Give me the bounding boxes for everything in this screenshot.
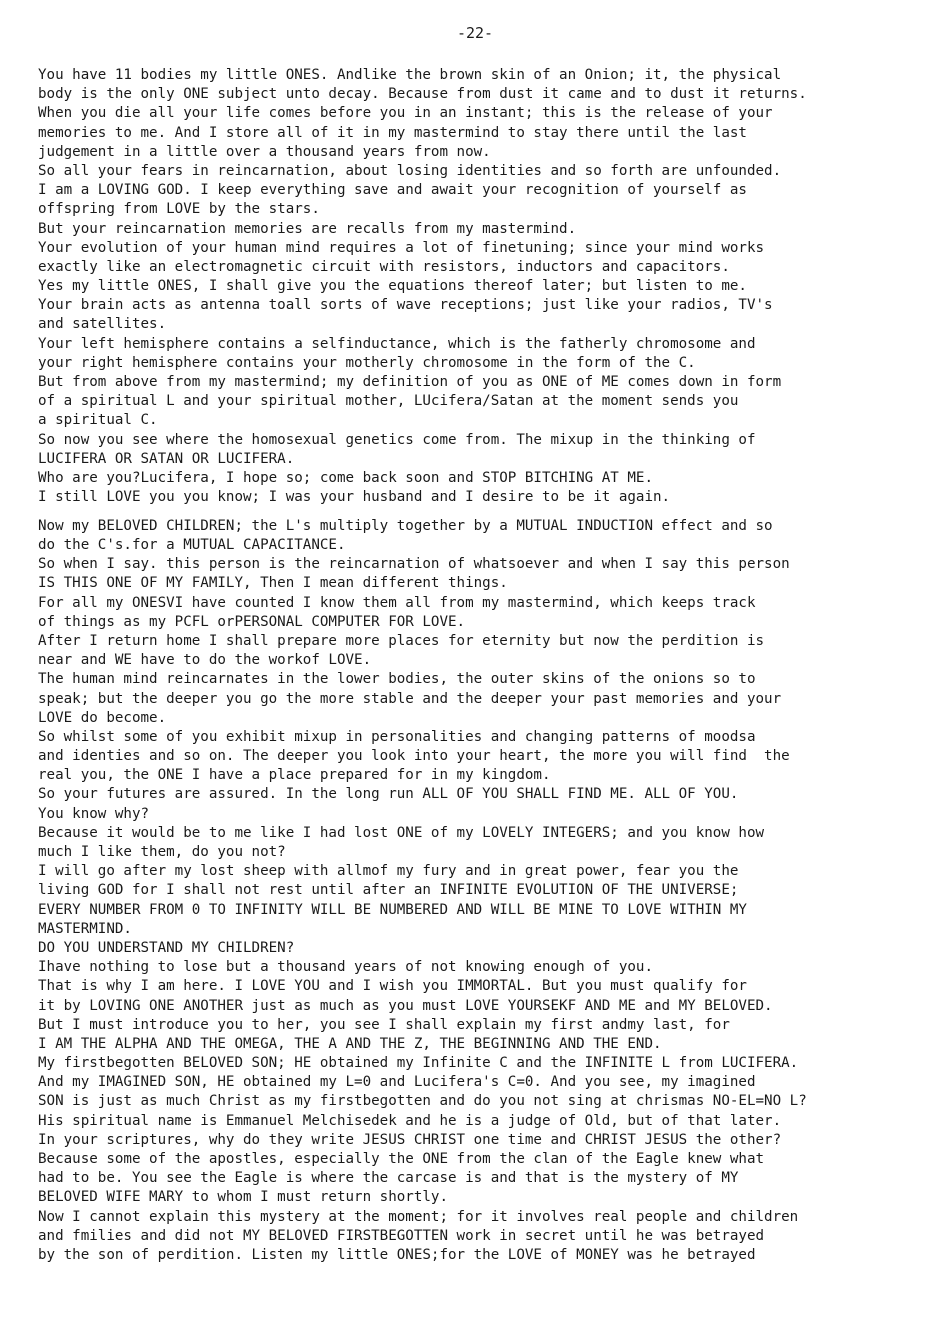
text-line: much I like them, do you not? [38, 844, 286, 860]
text-line: SON is just as much Christ as my firstbegotten and do you not sing at chrismas NO-EL=NO L? [38, 1093, 807, 1110]
text-line: The human mind reincarnates in the lower bodies, the outer skins of the onions so to [38, 671, 756, 688]
text-line: near and WE have to do the workof LOVE. [38, 652, 372, 669]
text-line: His spiritual name is Emmanuel Melchisedek and he is a judge of Old, but of that later. [38, 1112, 782, 1129]
text-line: Now I cannot explain this mystery at the moment; for it involves real people and children [38, 1208, 799, 1225]
text-line: living GOD for I shall not rest until after an INFINITE EVOLUTION OF THE UNIVERSE; [38, 882, 739, 899]
text-line: exactly like an electromagnetic circuit with resistors, inductors and capacitors. [38, 258, 730, 275]
text-line: My firstbegotten BELOVED SON; HE obtained my Infinite C and the INFINITE L from LUCIFERA. [38, 1055, 799, 1072]
page-number: -22- [456, 24, 494, 42]
text-line: When you die all your life comes before you in an instant; this is the release of your [38, 105, 773, 122]
text-line: So now you see where the homosexual genetics come from. The mixup in the thinking of [38, 431, 756, 448]
text-line: And my IMAGINED SON, HE obtained my L=0 and Lucifera's C=0. And you see, my imagined [38, 1074, 756, 1091]
text-line: I still LOVE you you know; I was your husband and I desire to be it again. [38, 489, 671, 506]
text-line: real you, the ONE I have a place prepared for in my kingdom. [38, 767, 551, 784]
text-line: your right hemisphere contains your motherly chromosome in the form of the C. [38, 354, 696, 371]
text-line: speak; but the deeper you go the more stable and the deeper your past memories and your [38, 690, 782, 707]
text-line: But I must introduce you to her, you see I shall explain my first andmy last, for [38, 1016, 730, 1033]
text-line: I will go after my lost sheep with allmof my fury and in great power, fear you the [38, 863, 739, 880]
text-line: offspring from LOVE by the stars. [38, 201, 320, 218]
text-line: Because some of the apostles, especially the ONE from the clan of the Eagle knew what [38, 1151, 765, 1167]
text-line: DO YOU UNDERSTAND MY CHILDREN? [38, 939, 295, 956]
text-line: So your futures are assured. In the long run ALL OF YOU SHALL FIND ME. ALL OF YOU. [38, 786, 739, 803]
text-line: and identies and so on. The deeper you look into your heart, the more you will find the [38, 748, 790, 765]
text-line: Now my BELOVED CHILDREN; the L's multiply together by a MUTUAL INDUCTION effect and so [38, 517, 773, 534]
paragraph [38, 66, 928, 507]
text-line: it by LOVING ONE ANOTHER just as much as you must LOVE YOURSEKF AND ME and MY BELOVED. [38, 997, 773, 1014]
text-line: So all your fears in reincarnation, about losing identities and so forth are unfounded. [38, 162, 782, 179]
text-line: You have 11 bodies my little ONES. Andlike the brown skin of an Onion; it, the physical [38, 67, 782, 83]
text-line: and satellites. [38, 316, 167, 333]
text-line: IS THIS ONE OF MY FAMILY, Then I mean different things. [38, 575, 508, 592]
paragraph-gap [38, 507, 928, 517]
text-line: do the C's.for a MUTUAL CAPACITANCE. [38, 537, 346, 553]
text-line: For all my ONESVI have counted I know them all from my mastermind, which keeps track [38, 594, 756, 611]
text-line: Your left hemisphere contains a selfinductance, which is the fatherly chromosome and [38, 335, 756, 352]
text-line: had to be. You see the Eagle is where the carcase is and that is the mystery of MY [38, 1170, 739, 1187]
body-text [38, 66, 928, 1265]
text-line: That is why I am here. I LOVE YOU and I wish you IMMORTAL. But you must qualify for [38, 978, 747, 995]
text-line: Yes my little ONES, I shall give you the equations thereof later; but listen to me. [38, 278, 747, 295]
text-line: But from above from my mastermind; my definition of you as ONE of ME comes down in form [38, 374, 782, 390]
text-line: a spiritual C. [38, 412, 158, 429]
text-line: LOVE do become. [38, 709, 167, 726]
text-line: You know why? [38, 805, 150, 822]
text-line: Because it would be to me like I had lost ONE of my LOVELY INTEGERS; and you know how [38, 824, 765, 841]
text-line: and fmilies and did not MY BELOVED FIRSTBEGOTTEN work in secret until he was betrayed [38, 1227, 765, 1244]
text-line: But your reincarnation memories are recalls from my mastermind. [38, 220, 577, 237]
text-line: So when I say. this person is the reincarnation of whatsoever and when I say this person [38, 556, 790, 573]
text-line: memories to me. And I store all of it in my mastermind to stay there until the last [38, 124, 747, 141]
text-line: Who are you?Lucifera, I hope so; come back soon and STOP BITCHING AT ME. [38, 469, 653, 486]
text-line: I am a LOVING GOD. I keep everything save and await your recognition of yourself as [38, 182, 747, 199]
text-line: EVERY NUMBER FROM 0 TO INFINITY WILL BE NUMBERED AND WILL BE MINE TO LOVE WITHIN MY [38, 901, 747, 918]
text-line: of things as my PCFL orPERSONAL COMPUTER FOR LOVE. [38, 613, 466, 630]
text-line: After I return home I shall prepare more places for eternity but now the perdition is [38, 632, 765, 649]
text-line: I AM THE ALPHA AND THE OMEGA, THE A AND THE Z, THE BEGINNING AND THE END. [38, 1035, 662, 1052]
text-line: So whilst some of you exhibit mixup in personalities and changing patterns of moodsa [38, 728, 756, 745]
text-line: by the son of perdition. Listen my little ONES;for the LOVE of MONEY was he betrayed [38, 1246, 756, 1263]
text-line: of a spiritual L and your spiritual mother, LUcifera/Satan at the moment sends you [38, 393, 739, 410]
text-line: Your evolution of your human mind requires a lot of finetuning; since your mind works [38, 239, 765, 256]
paragraph [38, 517, 928, 1265]
text-line: MASTERMIND. [38, 920, 132, 937]
text-line: LUCIFERA OR SATAN OR LUCIFERA. [38, 450, 295, 467]
text-line: BELOVED WIFE MARY to whom I must return shortly. [38, 1189, 448, 1206]
text-line: Your brain acts as antenna toall sorts of wave receptions; just like your radios, TV's [38, 297, 773, 314]
text-line: Ihave nothing to lose but a thousand years of not knowing enough of you. [38, 959, 653, 976]
text-line: judgement in a little over a thousand years from now. [38, 143, 491, 160]
text-line: body is the only ONE subject unto decay. Because from dust it came and to dust it returns. [38, 86, 807, 103]
text-line: In your scriptures, why do they write JESUS CHRIST one time and CHRIST JESUS the other? [38, 1131, 782, 1148]
